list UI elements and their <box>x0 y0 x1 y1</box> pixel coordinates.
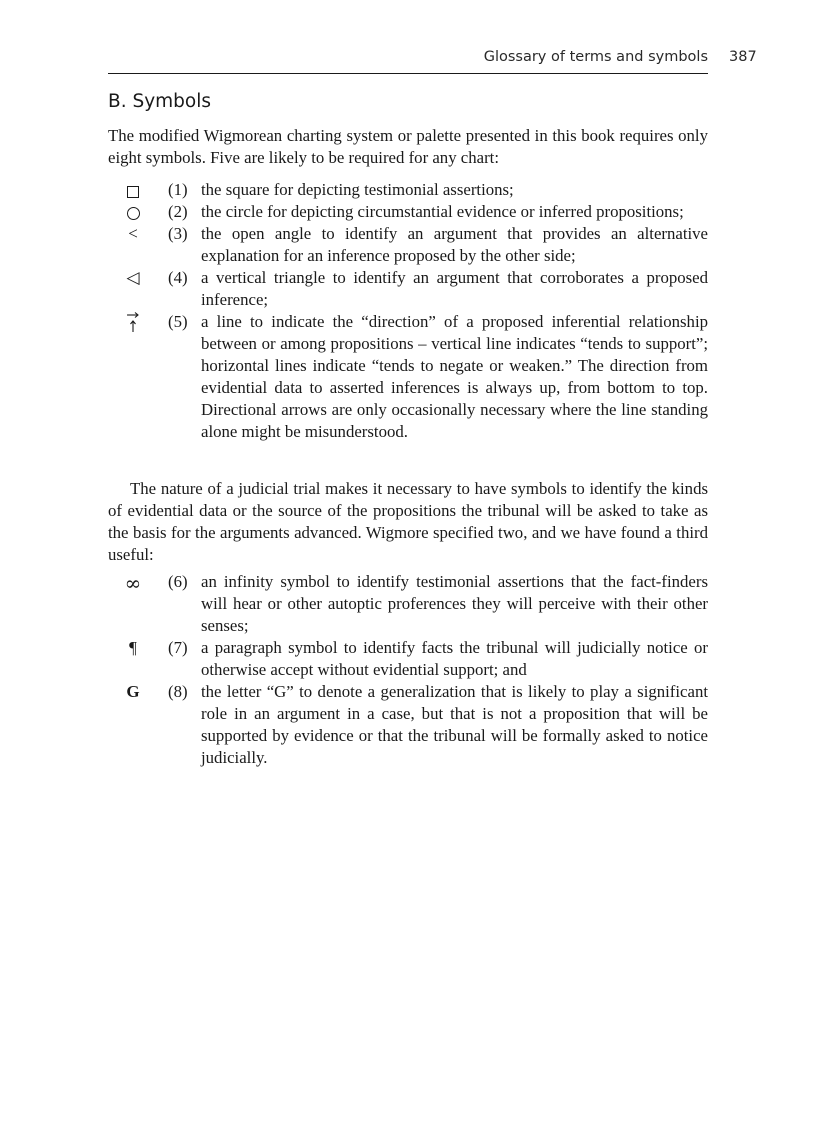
item-number: (4) <box>168 268 188 287</box>
item-number: (5) <box>168 312 188 331</box>
item-text: the circle for depicting circumstantial evidence or inferred propositions; <box>201 202 684 221</box>
open-angle-icon: < <box>128 224 138 243</box>
list-item <box>108 681 708 769</box>
page-number: 387 <box>729 49 757 65</box>
infinity-icon: ∞ <box>124 571 142 595</box>
letter-g-icon: G <box>126 682 140 701</box>
item-text: an infinity symbol to identify testimonial assertions that the fact-finders will hear or other autoptic proferences they will perceive with their other senses; <box>201 572 708 635</box>
item-number: (7) <box>168 638 188 657</box>
item-number: (2) <box>168 202 188 221</box>
list-item <box>108 267 708 311</box>
item-number: (3) <box>168 224 188 243</box>
list-item <box>108 179 708 201</box>
item-text: a vertical triangle to identify an argument that corroborates a proposed inference; <box>201 268 708 309</box>
list-item <box>108 637 708 681</box>
item-text: the open angle to identify an argument that provides an alternative explanation for an inference proposed by the other side; <box>201 224 708 265</box>
body-paragraph: The nature of a judicial trial makes it necessary to have symbols to identify the kinds of evidential data or the source of the propositions the tribunal will be asked to take as the basis for the arguments advanced. Wigmore specified two, and we have found a third useful: <box>108 479 708 564</box>
list-item <box>108 201 708 223</box>
symbol-list-primary <box>108 179 708 443</box>
item-text: a line to indicate the “direction” of a proposed inferential relationship between or among propositions – vertical line indicates “tends to support”; horizontal lines indicate “tends to negate or weaken.” The direction from evidential data to asserted inferences is always up, from bottom to top. Directional arrows are only occasionally necessary where the line standing alone might be misunderstood. <box>201 312 708 441</box>
item-number: (8) <box>168 682 188 701</box>
list-item <box>108 571 708 637</box>
item-text: the square for depicting testimonial assertions; <box>201 180 514 199</box>
square-icon <box>122 179 144 201</box>
item-text: a paragraph symbol to identify facts the tribunal will judicially notice or otherwise accept without evidential support; and <box>201 638 708 679</box>
section-heading: B. Symbols <box>108 91 212 112</box>
page-header <box>108 48 708 74</box>
list-item <box>108 311 708 443</box>
item-number: (6) <box>168 572 188 591</box>
paragraph-icon: ¶ <box>129 638 137 657</box>
item-number: (1) <box>168 180 188 199</box>
direction-arrows-icon <box>122 311 144 333</box>
intro-paragraph: The modified Wigmorean charting system or palette presented in this book requires only eight symbols. Five are likely to be required for any chart: <box>108 126 708 167</box>
triangle-icon: ◁ <box>126 268 140 287</box>
circle-icon <box>122 201 144 223</box>
symbol-list-secondary <box>108 571 708 769</box>
running-head: Glossary of terms and symbols <box>483 49 708 65</box>
list-item <box>108 223 708 267</box>
item-text: the letter “G” to denote a generalization that is likely to play a significant role in an argument in a case, but that is not a proposition that will be supported by evidence or that the tribunal will be formally asked to notice judicially. <box>201 682 708 767</box>
